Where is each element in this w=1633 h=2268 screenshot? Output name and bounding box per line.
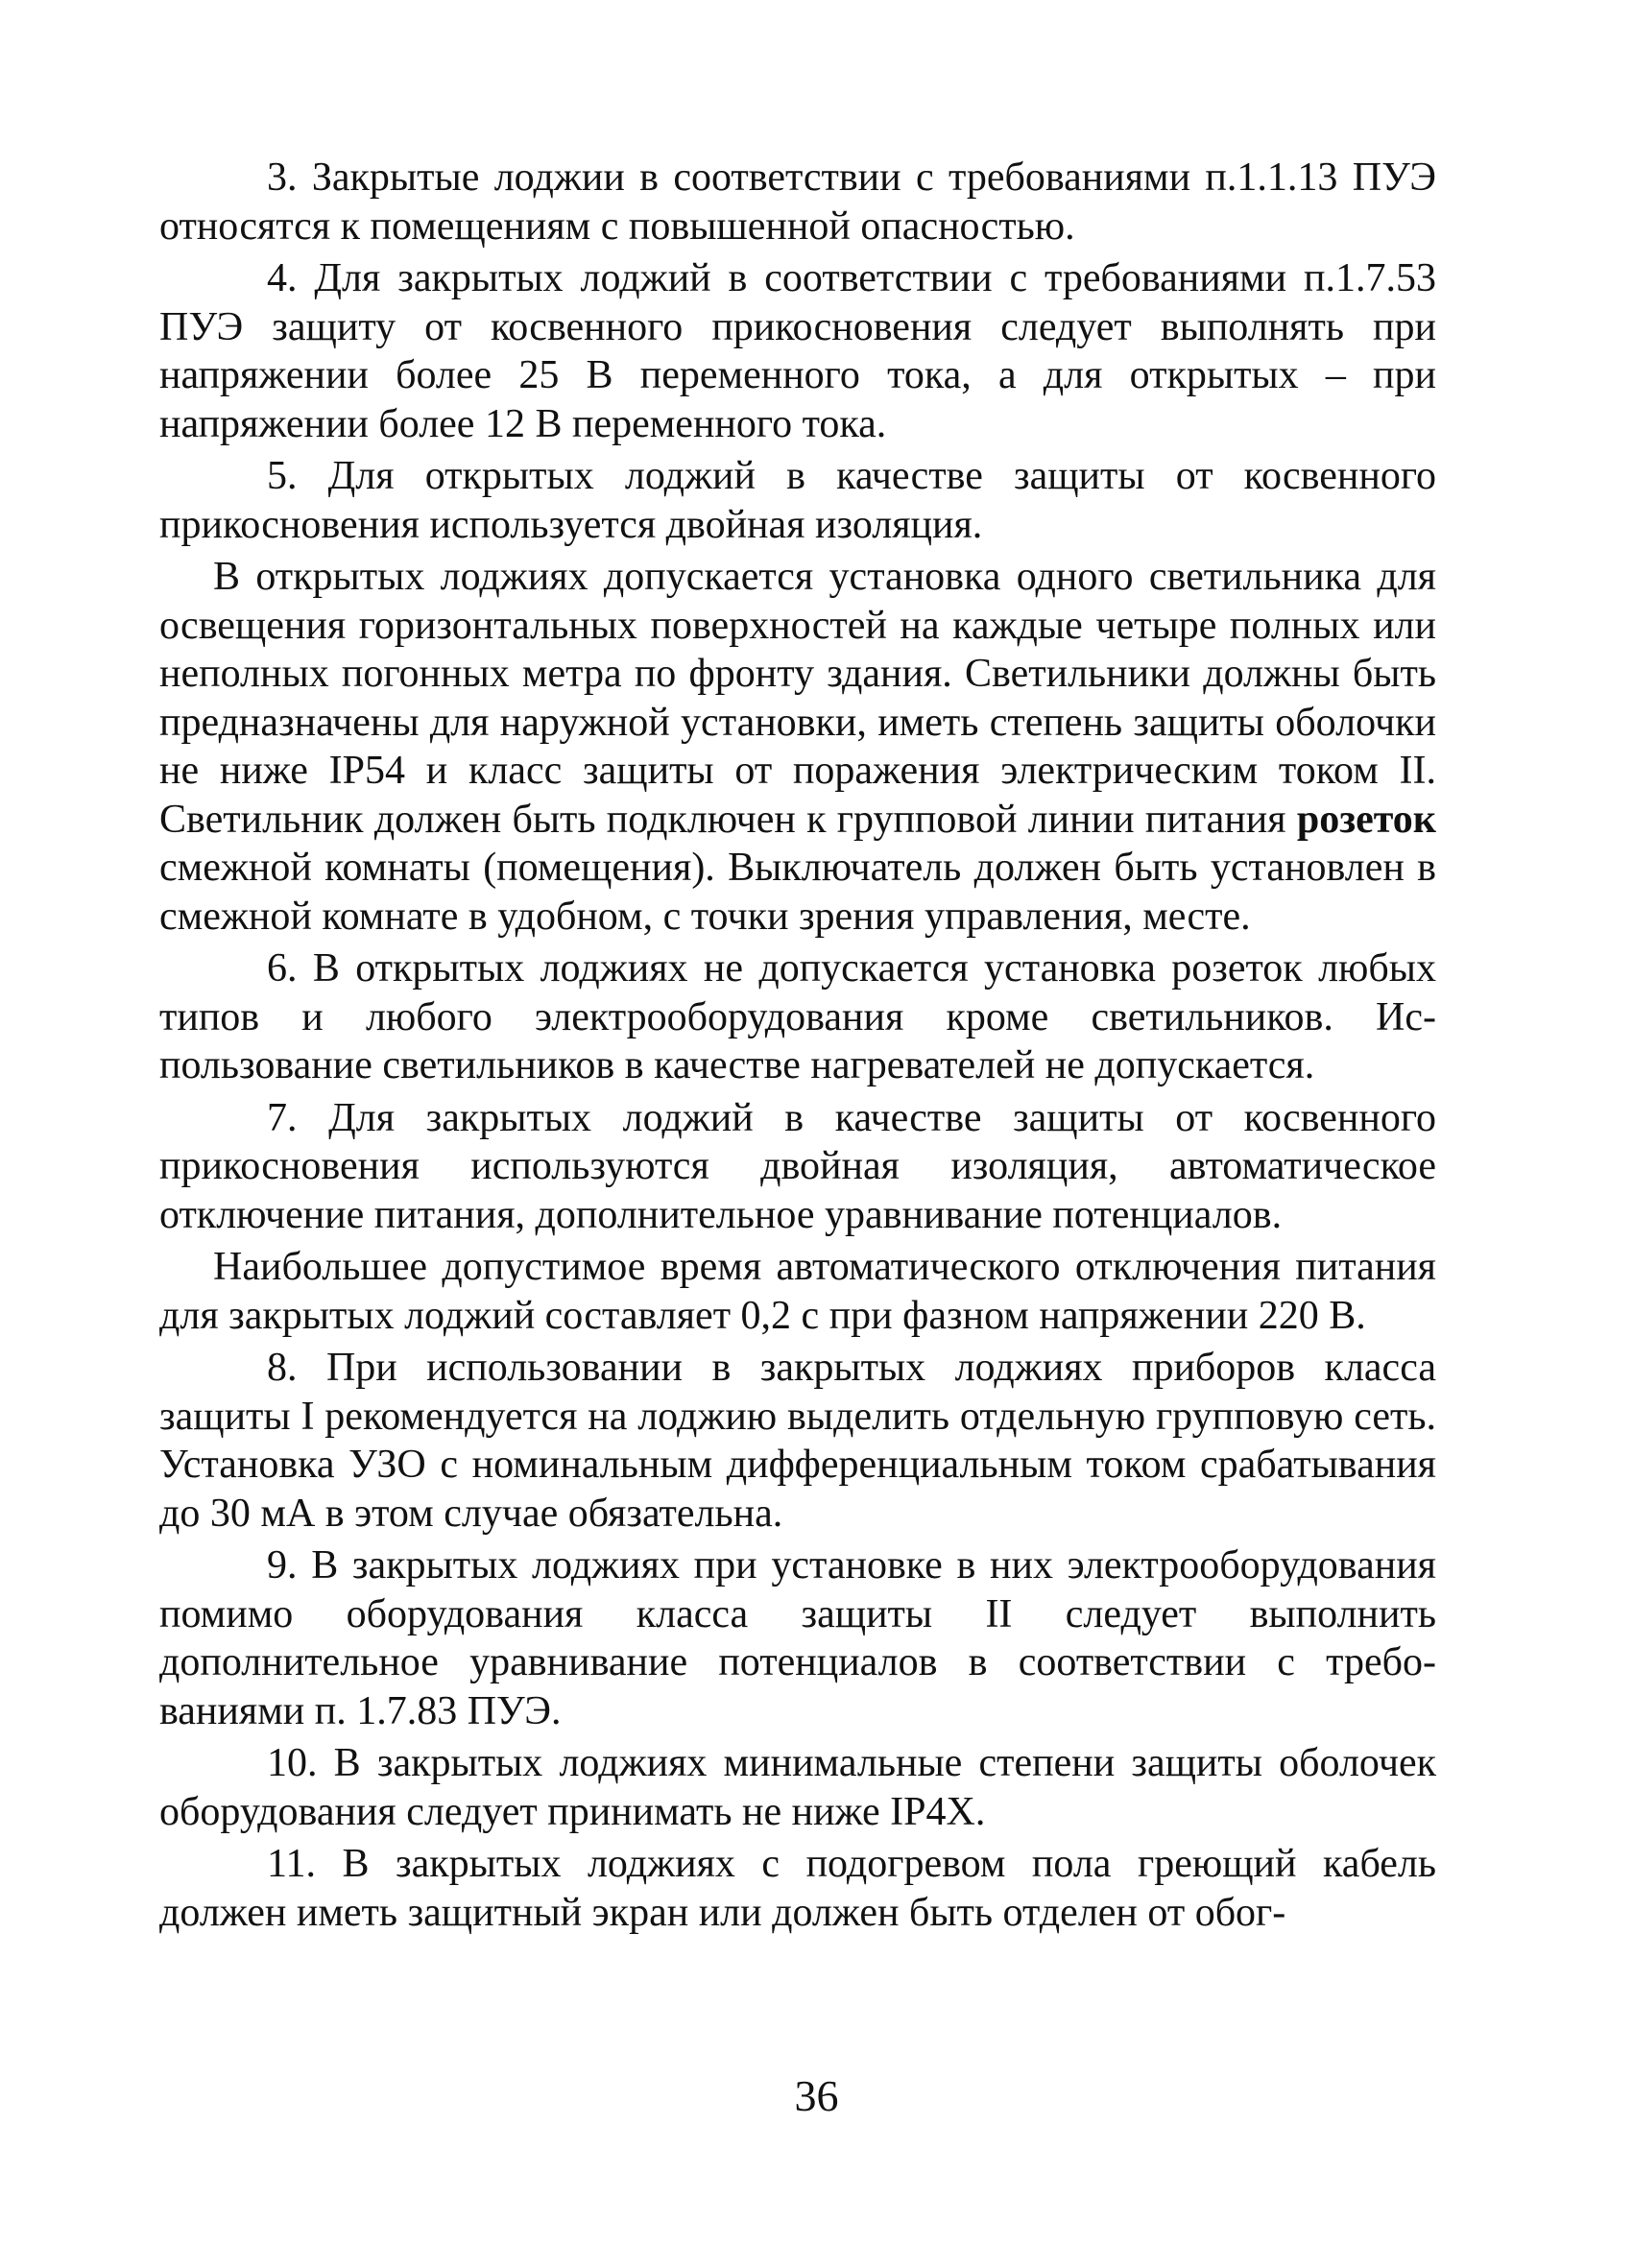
- paragraph-text: Наибольшее допустимое время автоматического отключения питания для закрытых лоджий составляет 0,2 с при фазном напряжении 220 В.: [159, 1245, 1436, 1338]
- paragraph-text: В открытых лоджиях не допускается установка розеток любых типов и любого электрооборудования кроме светильников. Использование светильников в качестве нагревателей не допускается.: [159, 946, 1436, 1087]
- paragraph-text: Для открытых лоджий в качестве защиты от косвенного прикосновения используется двойная изоляция.: [159, 454, 1437, 547]
- paragraph-item-5: [159, 452, 1436, 549]
- paragraph-item-11: [159, 1840, 1436, 1937]
- paragraph-text: В закрытых лоджиях минимальные степени защиты оболочек оборудования следует принимать не ниже IP4X.: [159, 1741, 1437, 1834]
- paragraph-text: В закрытых лоджиях с подогревом пола греющий кабель должен иметь защитный экран или должен быть отделен от обог-: [159, 1842, 1437, 1935]
- item-number: 4.: [267, 256, 298, 300]
- paragraph-text: Для закрытых лоджий в соответствии с требованиями п.1.7.53 ПУЭ защиту от косвенного прикосновения следует выполнять при напряжении более 25 В переменного тока, а для открытых – при напряжении более 12 В переменного тока.: [159, 256, 1437, 446]
- item-number: 10.: [267, 1741, 318, 1785]
- item-number: 11.: [267, 1842, 316, 1886]
- page-number: 36: [794, 2071, 839, 2120]
- body-text: [159, 154, 1436, 1937]
- paragraph-item-9: [159, 1541, 1436, 1735]
- paragraph-item-8: [159, 1344, 1436, 1538]
- paragraph-item-4: [159, 254, 1436, 448]
- item-number: 6.: [267, 946, 298, 991]
- item-number: 3.: [267, 155, 298, 200]
- item-number: 8.: [267, 1346, 298, 1390]
- paragraph-text: При использовании в закрытых лоджиях приборов класса защиты I рекомендуется на лоджию выделить отдельную групповую сеть. Установка УЗО с номинальным дифференциальным током срабатывания до 30 мА в этом случае обязательна.: [159, 1346, 1436, 1536]
- paragraph-text-end: смежной комнаты (помещения). Выключатель должен быть установлен в смежной комнате в удобном, с точки зрения управления, месте.: [159, 846, 1436, 939]
- paragraph-item-3: [159, 154, 1436, 251]
- paragraph-text-start: В открытых лоджиях допускается установка одного светильника для освещения горизонтальных поверхностей на каждые четыре полных или неполных погонных метра по фронту здания. Светильники должны быть предназначены для наружной установки, иметь степень защиты оболочки не ниже IP54 и класс защиты от поражения электрическим током II. Светильник должен быть подключен к групповой линии питания: [159, 555, 1436, 842]
- paragraph-disconnection-time: [159, 1243, 1436, 1340]
- paragraph-text: Закрытые лоджии в соответствии с требованиями п.1.1.13 ПУЭ относятся к помещениям с повышенной опасностью.: [159, 155, 1436, 249]
- item-number: 5.: [267, 454, 298, 498]
- paragraph-item-6: [159, 944, 1436, 1090]
- item-number: 7.: [267, 1095, 298, 1140]
- item-number: 9.: [267, 1543, 298, 1588]
- paragraph-item-10: [159, 1739, 1436, 1836]
- bold-term: розеток: [1296, 797, 1436, 842]
- paragraph-item-7: [159, 1094, 1436, 1240]
- paragraph-open-loggia-lighting: [159, 553, 1436, 941]
- paragraph-text: В закрытых лоджиях при установке в них электрооборудования помимо оборудования класса защиты II следует выполнить дополнительное уравнивание потенциалов в соответствии с требованиями п. 1.7.83 ПУЭ.: [159, 1543, 1436, 1733]
- paragraph-text: Для закрытых лоджий в качестве защиты от косвенного прикосновения используются двойная изоляция, автоматическое отключение питания, дополнительное уравнивание потенциалов.: [159, 1095, 1436, 1237]
